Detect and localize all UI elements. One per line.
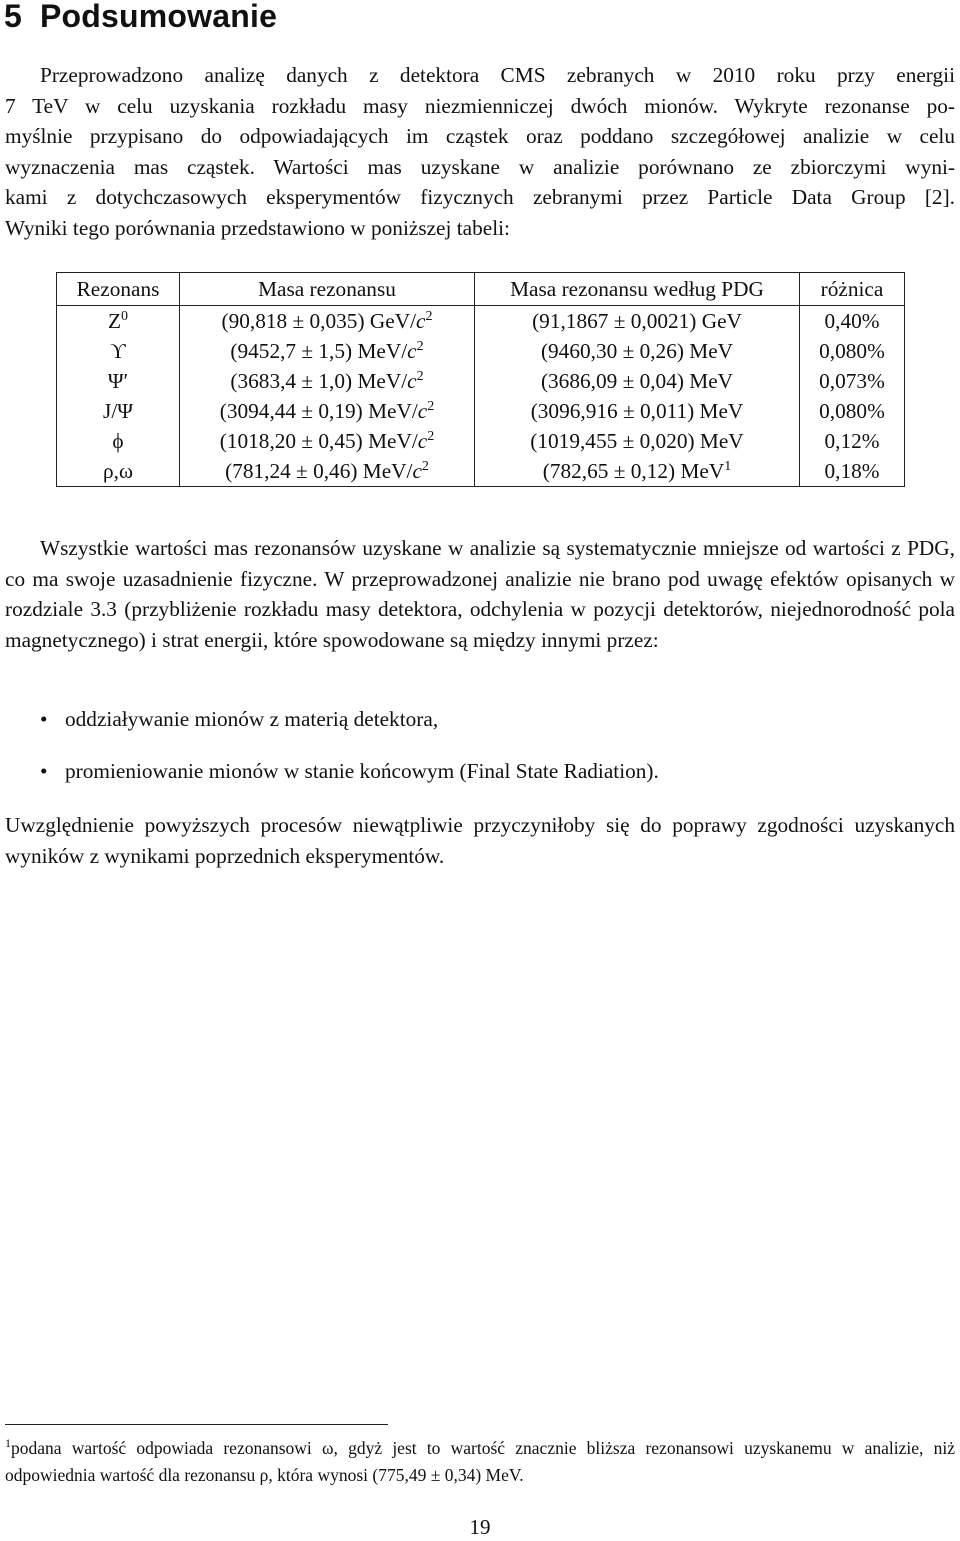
pdg-value: (1019,455 ± 0,020) MeV [530,428,744,453]
cell-resonance [57,456,180,487]
mass-sup: 2 [421,458,429,474]
table-body [57,306,905,487]
table-row [57,336,905,366]
cell-mass [180,306,475,337]
table-row [57,366,905,396]
mass-c: c [417,398,428,423]
mass-sup: 2 [416,338,424,354]
table-row [57,426,905,456]
cell-difference: 0,073% [800,366,905,396]
pdg-value: (3096,916 ± 0,011) MeV [530,398,744,423]
cell-mass [180,456,475,487]
intro-line: Przeprowadzono analizę danych z detektora CMS zebranych w 2010 roku przy energii [40,63,955,87]
cell-resonance [57,306,180,337]
resonance-symbol: ϕ [112,428,124,453]
discussion-paragraph: Wszystkie wartości mas rezonansów uzyskane w analizie są systematycznie mniejsze od wartości z PDG, co ma swoje uzasadnienie fizyczne. W przeprowadzonej analizie nie brano pod uwagę efektów opisanych w rozdziale 3.3 (przybliżenie rozkładu masy detektora, odchylenia w pozycji detektorów, niejednorodność pola magnetycznego) i strat energii, które spowodowane są między innymi przez: [5,536,955,652]
cell-pdg-mass [475,426,800,456]
cell-difference: 0,18% [800,456,905,487]
pdg-value: (91,1867 ± 0,0021) GeV [532,308,742,333]
cell-resonance [57,366,180,396]
conclusion-paragraph: Uwzględnienie powyższych procesów niewątpliwie przyczyniłoby się do poprawy zgodności uzyskanych wyników z wynikami poprzednich eksperymentów. [5,813,955,868]
footnote [5,1430,955,1489]
cell-difference: 0,080% [800,336,905,366]
cell-difference: 0,12% [800,426,905,456]
cell-pdg-mass [475,366,800,396]
mass-value: (9452,7 ± 1,5) MeV/ [230,338,408,363]
mass-value: (3094,44 ± 0,19) MeV/ [219,398,418,423]
mass-value: (3683,4 ± 1,0) MeV/ [230,368,408,393]
cell-mass [180,396,475,426]
table-row [57,396,905,426]
page-number: 19 [469,1515,491,1539]
mass-c: c [412,458,422,483]
header-resonance: Rezonans [57,273,180,306]
mass-sup: 2 [425,308,433,324]
bullet-icon: • [40,759,48,783]
header-difference: różnica [800,273,905,306]
mass-value: (781,24 ± 0,46) MeV/ [225,458,413,483]
footnote-rule [5,1424,388,1425]
header-pdg-mass: Masa rezonansu według PDG [475,273,800,306]
bullet-list [40,704,659,808]
section-title: Podsumowanie [40,0,278,34]
mass-c: c [407,338,417,363]
cell-mass [180,426,475,456]
resonance-symbol: Ψ′ [107,368,129,393]
mass-value: (1018,20 ± 0,45) MeV/ [219,428,418,453]
pdg-value: (9460,30 ± 0,26) MeV [540,338,734,363]
cell-pdg-mass [475,456,800,487]
list-item [40,756,659,808]
intro-line: Wyniki tego porównania przedstawiono w poniższej tabeli: [5,215,510,240]
mass-sup: 2 [427,398,435,414]
footnote-text: podana wartość odpowiada rezonansowi ω, gdyż jest to wartość znacznie bliższa rezonansowi uzyskanemu w analizie, niż odpowiednia wartość dla rezonansu ρ, która wynosi (775,49 ± 0,34) MeV. [5,1437,955,1485]
mass-sup: 2 [427,428,435,444]
header-mass: Masa rezonansu [180,273,475,306]
section-heading [4,0,277,35]
cell-resonance [57,426,180,456]
resonance-symbol: ϒ [110,338,126,363]
pdg-value: (782,65 ± 0,12) MeV [542,458,725,483]
section-number: 5 [4,0,22,34]
footnote-mark: 1 [5,1436,11,1450]
cell-pdg-mass [475,336,800,366]
cell-difference: 0,080% [800,396,905,426]
table-row [57,306,905,337]
pdg-value: (3686,09 ± 0,04) MeV [540,368,734,393]
cell-mass [180,336,475,366]
mass-c: c [416,308,426,333]
bullet-icon: • [40,707,48,731]
mass-sup: 2 [416,368,424,384]
cell-difference: 0,40% [800,306,905,337]
cell-pdg-mass [475,396,800,426]
mass-c: c [407,368,417,393]
mass-c: c [417,428,428,453]
intro-line: 7 TeV w celu uzyskania rozkładu masy niezmienniczej dwóch mionów. Wykryte rezonanse po- [5,93,955,118]
mass-value: (90,818 ± 0,035) GeV/ [221,308,416,333]
table-row [57,456,905,487]
cell-resonance [57,396,180,426]
intro-line: myślnie przypisano do odpowiadających im cząstek oraz poddano szczegółowej analizie w celu [5,124,955,148]
list-item-text: promieniowanie mionów w stanie końcowym (Final State Radiation). [65,759,659,783]
intro-line: kami z dotychczasowych eksperymentów fizycznych zebranymi przez Particle Data Group [2]. [5,185,955,209]
pdg-footnote-mark: 1 [724,458,732,474]
resonance-symbol: J/Ψ [103,398,133,423]
intro-line: wyznaczenia mas cząstek. Wartości mas uzyskane w analizie porównano ze zbiorczymi wyni- [5,154,955,179]
resonance-table [56,272,905,487]
cell-resonance [57,336,180,366]
cell-pdg-mass [475,306,800,337]
list-item-text: oddziaływanie mionów z materią detektora, [65,707,439,731]
intro-paragraph [5,60,955,243]
list-item [40,704,659,756]
resonance-symbol: Z [107,308,121,333]
table-header-row [57,273,905,306]
resonance-sup: 0 [121,308,128,324]
cell-mass [180,366,475,396]
resonance-symbol: ρ,ω [103,458,133,483]
